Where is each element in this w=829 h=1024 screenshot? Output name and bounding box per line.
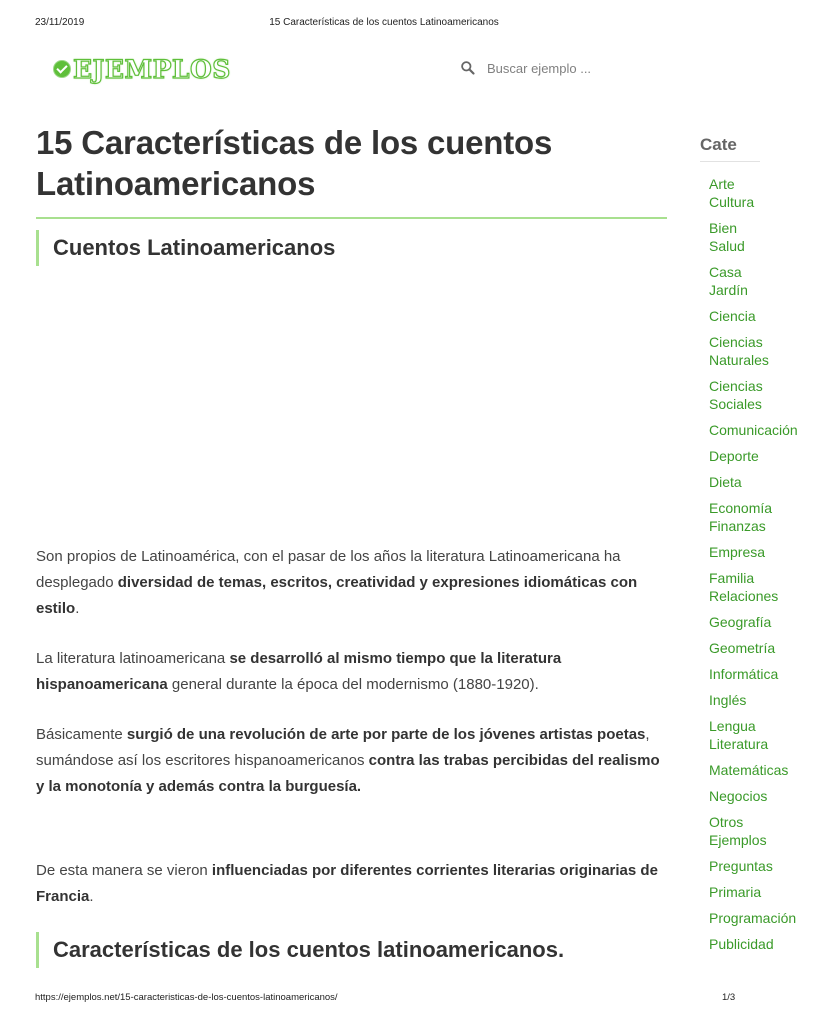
checkmark-icon [54, 61, 70, 77]
print-url: https://ejemplos.net/15-caracteristicas-de-los-cuentos-latinoamericanos/ [35, 992, 338, 1003]
print-footer [0, 992, 768, 1006]
category-link[interactable]: Ciencias Sociales [709, 378, 763, 412]
category-link[interactable]: Geografía [709, 614, 772, 630]
category-link[interactable]: Empresa [709, 544, 766, 560]
category-link[interactable]: Dieta [709, 474, 742, 490]
category-link[interactable]: Preguntas [709, 858, 773, 874]
category-link[interactable]: Bien Salud [709, 220, 745, 254]
paragraph: Son propios de Latinoamérica, con el pasar de los años la literatura Latinoamericana ha desplegado diversidad de temas, escritos, creatividad y expresiones idiomáticas con estilo. [36, 548, 638, 617]
category-link[interactable]: Ciencia [709, 308, 756, 324]
logo-text: EJEMPLOS [73, 54, 231, 84]
category-link[interactable]: Economía Finanzas [709, 500, 773, 534]
site-logo[interactable] [54, 52, 231, 86]
category-link[interactable]: Arte Cultura [709, 176, 755, 210]
category-link[interactable]: Publicidad [709, 936, 774, 952]
category-link[interactable]: Deporte [709, 448, 759, 464]
article [36, 122, 667, 968]
print-date: 23/11/2019 [35, 17, 85, 28]
ad-space [36, 266, 667, 544]
category-link[interactable]: Casa Jardín [709, 264, 748, 298]
category-link[interactable]: Otros Ejemplos [709, 814, 767, 848]
section-heading: Cuentos Latinoamericanos [36, 230, 667, 266]
category-link[interactable]: Geometría [709, 640, 776, 656]
category-list [700, 175, 798, 953]
category-sidebar [700, 132, 798, 972]
section-heading: Características de los cuentos latinoamericanos. [36, 932, 667, 968]
category-link[interactable]: Primaria [709, 884, 762, 900]
search-icon[interactable] [460, 60, 476, 76]
category-link[interactable]: Programación [709, 910, 797, 926]
category-link[interactable]: Informática [709, 666, 779, 682]
print-header [0, 17, 768, 33]
search-bar[interactable] [460, 58, 637, 78]
category-link[interactable]: Ciencias Naturales [709, 334, 769, 368]
page-title: 15 Características de los cuentos Latinoamericanos [36, 124, 553, 202]
category-link[interactable]: Inglés [709, 692, 747, 708]
print-title: 15 Características de los cuentos Latinoamericanos [269, 17, 499, 28]
category-link[interactable]: Negocios [709, 788, 768, 804]
page-number: 1/3 [722, 992, 736, 1003]
paragraph: Básicamente surgió de una revolución de arte por parte de los jóvenes artistas poetas, sumándose así los escritores hispanoamericanos contra las trabas percibidas del realismo y la monotonía y además contra la burguesía. [36, 726, 660, 795]
category-link[interactable]: Lengua Literatura [709, 718, 769, 752]
sidebar-title: Cate [700, 132, 760, 162]
search-input[interactable] [487, 61, 637, 76]
category-link[interactable]: Familia Relaciones [709, 570, 779, 604]
category-link[interactable]: Matemáticas [709, 762, 789, 778]
title-divider [36, 217, 667, 219]
category-link[interactable]: Comunicación [709, 422, 798, 438]
paragraph: La literatura latinoamericana se desarrolló al mismo tiempo que la literatura hispanoamericana general durante la época del modernismo (1880-1920). [36, 650, 562, 693]
paragraph: De esta manera se vieron influenciadas por diferentes corrientes literarias originarias de Francia. [36, 862, 658, 905]
